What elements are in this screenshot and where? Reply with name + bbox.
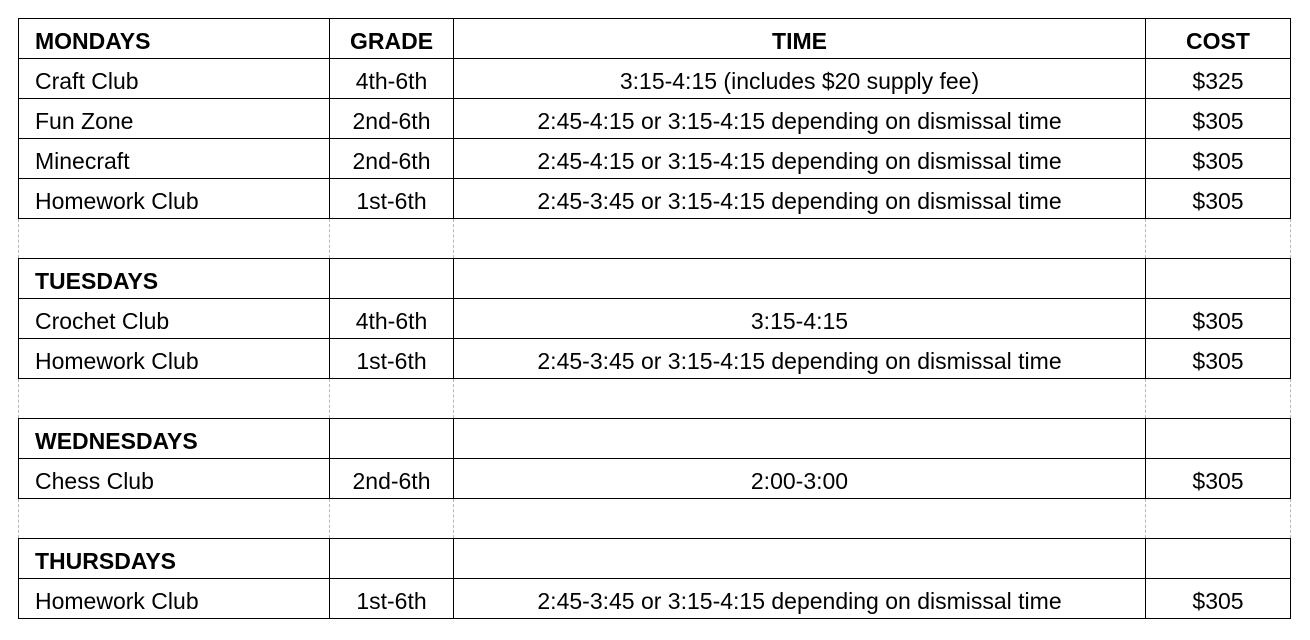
table-row (19, 59, 1291, 99)
club-name: Chess Club (19, 459, 330, 499)
header-cost: COST (1146, 19, 1291, 59)
club-name: Homework Club (19, 339, 330, 379)
header-row (19, 19, 1291, 59)
club-time: 3:15-4:15 (includes $20 supply fee) (454, 59, 1146, 99)
table-row (19, 299, 1291, 339)
club-grade: 1st-6th (330, 579, 454, 619)
club-name: Minecraft (19, 139, 330, 179)
club-name: Crochet Club (19, 299, 330, 339)
club-grade: 4th-6th (330, 299, 454, 339)
club-time: 2:45-3:45 or 3:15-4:15 depending on dismissal time (454, 179, 1146, 219)
club-cost: $305 (1146, 179, 1291, 219)
club-name: Homework Club (19, 179, 330, 219)
club-name: Homework Club (19, 579, 330, 619)
club-cost: $305 (1146, 579, 1291, 619)
table-row (19, 179, 1291, 219)
club-time: 2:45-3:45 or 3:15-4:15 depending on dismissal time (454, 579, 1146, 619)
club-cost: $325 (1146, 59, 1291, 99)
day-label-thursdays: THURSDAYS (19, 539, 330, 579)
club-grade: 2nd-6th (330, 99, 454, 139)
day-header-row (19, 259, 1291, 299)
club-time: 3:15-4:15 (454, 299, 1146, 339)
club-grade: 1st-6th (330, 339, 454, 379)
day-header-row (19, 539, 1291, 579)
table-row (19, 99, 1291, 139)
club-cost: $305 (1146, 459, 1291, 499)
spacer-row (19, 499, 1291, 539)
club-name: Fun Zone (19, 99, 330, 139)
club-cost: $305 (1146, 339, 1291, 379)
club-cost: $305 (1146, 99, 1291, 139)
table-row (19, 139, 1291, 179)
club-time: 2:00-3:00 (454, 459, 1146, 499)
header-mondays: MONDAYS (19, 19, 330, 59)
header-grade: GRADE (330, 19, 454, 59)
club-grade: 1st-6th (330, 179, 454, 219)
club-name: Craft Club (19, 59, 330, 99)
table-row (19, 579, 1291, 619)
club-cost: $305 (1146, 139, 1291, 179)
spacer-row (19, 379, 1291, 419)
club-time: 2:45-3:45 or 3:15-4:15 depending on dismissal time (454, 339, 1146, 379)
day-header-row (19, 419, 1291, 459)
spacer-row (19, 219, 1291, 259)
header-time: TIME (454, 19, 1146, 59)
table-row (19, 459, 1291, 499)
club-grade: 2nd-6th (330, 459, 454, 499)
club-time: 2:45-4:15 or 3:15-4:15 depending on dismissal time (454, 139, 1146, 179)
day-label-wednesdays: WEDNESDAYS (19, 419, 330, 459)
day-label-tuesdays: TUESDAYS (19, 259, 330, 299)
club-cost: $305 (1146, 299, 1291, 339)
club-time: 2:45-4:15 or 3:15-4:15 depending on dismissal time (454, 99, 1146, 139)
schedule-table (18, 18, 1291, 619)
club-grade: 4th-6th (330, 59, 454, 99)
club-grade: 2nd-6th (330, 139, 454, 179)
table-row (19, 339, 1291, 379)
